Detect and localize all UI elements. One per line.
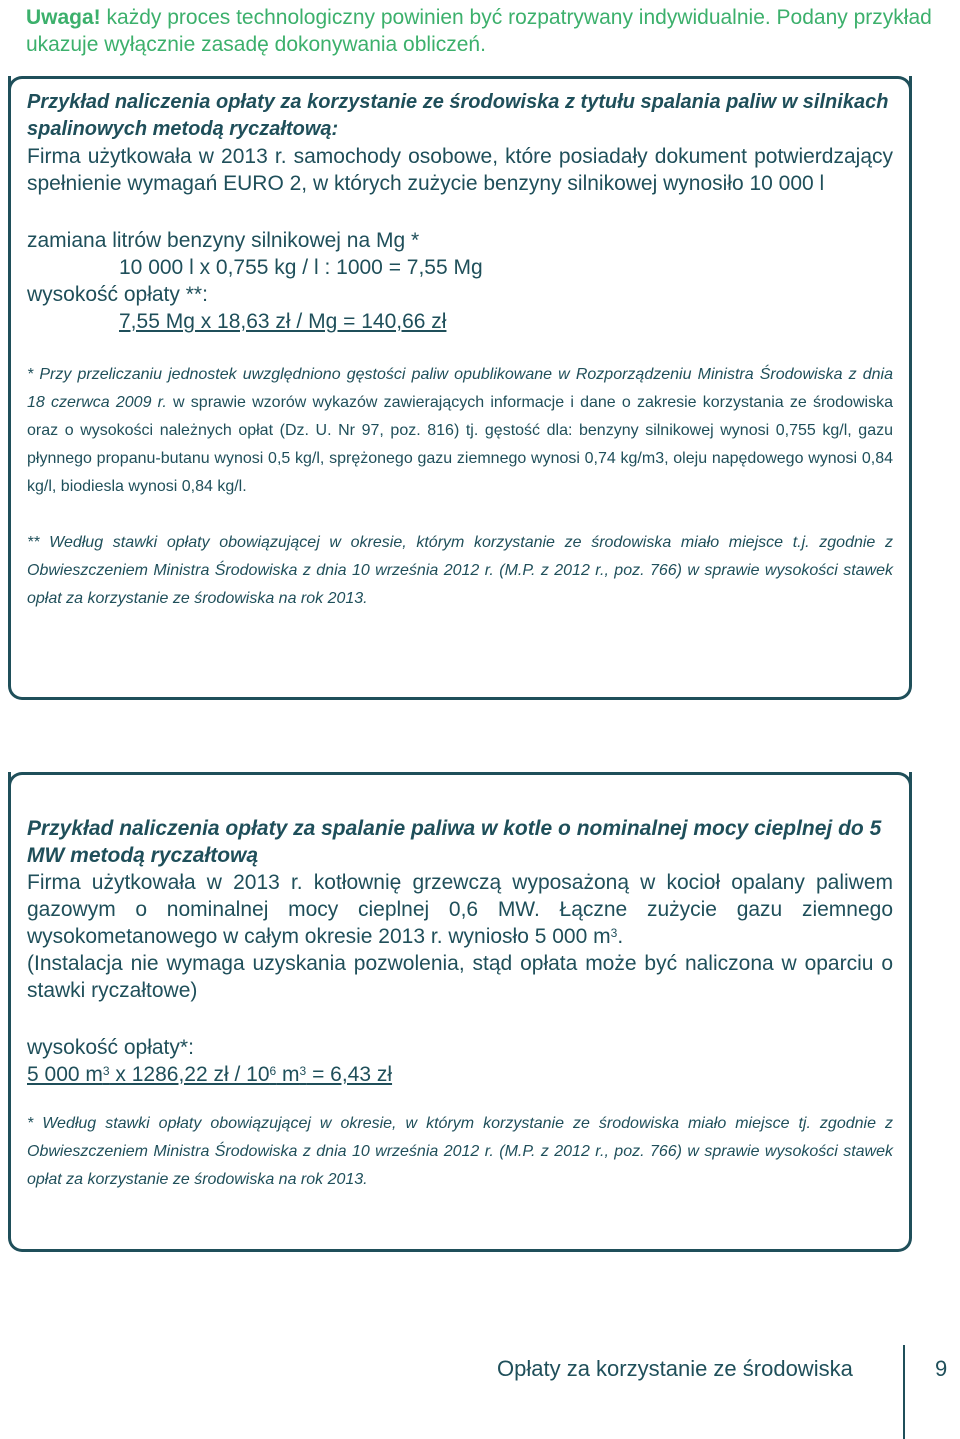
box1-heading: Przykład naliczenia opłaty za korzystanie ze środowiska z tytułu spalania paliw w silnikach spalinowych metodą ryczałtową: — [27, 91, 889, 140]
formula-sup-c: 3 — [299, 1064, 307, 1078]
fee-formula: 7,55 Mg x 18,63 zł / Mg = 140,66 zł — [119, 310, 447, 333]
page-number: 9 — [935, 1356, 948, 1381]
box2-description — [27, 869, 893, 950]
box2-permit-note: (Instalacja nie wymaga uzyskania pozwolenia, stąd opłata może być naliczona w oparciu o stawki ryczałtowe) — [27, 952, 893, 1002]
footer-title: Opłaty za korzystanie ze środowiska — [497, 1356, 853, 1381]
box-top-border — [8, 76, 912, 90]
footnote-density-regular: w sprawie wzorów wykazów zawierających informacje i dane o zakresie korzystania ze środowiska oraz o wysokości należnych opłat (Dz. U. Nr 97, poz. 816) tj. gęstość dla: benzyny silnikowej wynosi 0,755 kg/l, gazu płynnego propanu-butanu wynosi 0,5 kg/l, sprężonego gazu ziemnego wynosi 0,74 kg/m3, oleju napędowego wynosi 0,84 kg/l, biodiesla wynosi 0,84 kg/l. — [27, 394, 893, 495]
conversion-label: zamiana litrów benzyny silnikowej na Mg * — [27, 229, 420, 252]
formula-part-a: 5 000 m — [27, 1063, 103, 1086]
formula-part-d: = 6,43 zł — [306, 1063, 393, 1086]
box2-description-sup: 3 — [610, 926, 618, 940]
footnote-density — [27, 361, 893, 501]
formula-sup-a: 3 — [102, 1064, 110, 1078]
box2-fee-formula — [27, 1061, 893, 1088]
example-box-boiler — [8, 772, 912, 1252]
box2-description-end: . — [617, 925, 624, 948]
footnote-rate: ** Według stawki opłaty obowiązującej w okresie, którym korzystanie ze środowiska miało miejsce t.j. zgodnie z Obwieszczeniem Ministra Środowiska z dnia 10 września 2012 r. (M.P. z 2012 r., poz. 766) w sprawie wysokości stawek opłat za korzystanie ze środowiska na rok 2013. — [27, 534, 893, 607]
footnote-density-italic: * Przy przeliczaniu jednostek uwzględniono gęstości paliw opublikowane w Rozporządzeniu Ministra Środowiska z dnia 18 czerwca 2009 r. — [27, 366, 893, 411]
footer-divider — [903, 1345, 905, 1439]
box-top-border — [8, 772, 912, 786]
fee-label: wysokość opłaty **: — [27, 283, 208, 306]
box2-footnote: * Według stawki opłaty obowiązującej w okresie, w którym korzystanie ze środowiska miało miejsce tj. zgodnie z Obwieszczeniem Ministra Środowiska z dnia 10 września 2012 r. (M.P. z 2012 r., poz. 766) w sprawie wysokości stawek opłat za korzystanie ze środowiska na rok 2013. — [27, 1115, 893, 1188]
warning-text: każdy proces technologiczny powinien być rozpatrywany indywidualnie. Podany przykład ukazuje wyłącznie zasadę dokonywania obliczeń. — [26, 6, 932, 56]
formula-part-b: x 1286,22 zł / 10 — [109, 1063, 270, 1086]
formula-part-c: m — [276, 1063, 300, 1086]
warning-label: Uwaga! — [26, 6, 101, 29]
intro-warning — [26, 4, 936, 58]
example-box-engines — [8, 76, 912, 700]
box2-description-text: Firma użytkowała w 2013 r. kotłownię grzewczą wyposażoną w kocioł opalany paliwem gazowym o nominalnej mocy cieplnej 0,6 MW. Łączne zużycie gazu ziemnego wysokometanowego w całym okresie 2013 r. wyniosło 5 000 m — [27, 871, 893, 948]
box1-description: Firma użytkowała w 2013 r. samochody osobowe, które posiadały dokument potwierdzający spełnienie wymagań EURO 2, w których zużycie benzyny silnikowej wynosiło 10 000 l — [27, 145, 893, 195]
box2-fee-label: wysokość opłaty*: — [27, 1036, 194, 1059]
box2-heading: Przykład naliczenia opłaty za spalanie paliwa w kotle o nominalnej mocy cieplnej do 5 MW metodą ryczałtową — [27, 817, 882, 867]
conversion-formula: 10 000 l x 0,755 kg / l : 1000 = 7,55 Mg — [119, 256, 483, 279]
formula-sup-b: 6 — [269, 1064, 277, 1078]
